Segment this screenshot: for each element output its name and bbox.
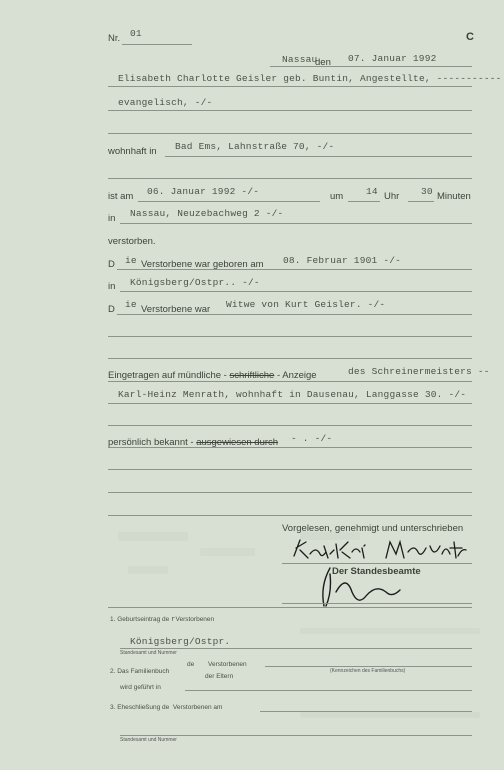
form-line (165, 156, 472, 157)
known-label-struck: ausgewiesen durch (196, 437, 279, 448)
date-line (270, 66, 472, 67)
birth-d-label: D (108, 259, 115, 270)
residence-value: Bad Ems, Lahnstraße 70, -/- (175, 141, 335, 152)
marital-label: Verstorbene war (141, 304, 211, 315)
birth-place-value: Königsberg/Ostpr.. -/- (130, 277, 260, 288)
footnote-2-verstorbenen: Verstorbenen (208, 661, 247, 668)
place-value: Nassau (282, 54, 318, 65)
footnote-2-kennzeichen: (Kennzeichen des Familienbuchs) (330, 668, 406, 674)
standesamt-caption: Standesamt und Nummer (120, 650, 177, 656)
den-label: den (315, 57, 331, 68)
form-line (108, 515, 472, 516)
birth-date-value: 08. Februar 1901 -/- (283, 255, 402, 266)
footnote-1-label (110, 616, 214, 624)
form-line (108, 133, 472, 134)
standesamt-caption-2: Standesamt und Nummer (120, 737, 177, 743)
form-line (108, 403, 472, 404)
form-line (138, 201, 320, 202)
form-line (108, 336, 472, 337)
form-line (120, 291, 472, 292)
birth-in-label: in (108, 281, 116, 292)
form-line (108, 425, 472, 426)
marital-d-fill: ie (125, 299, 137, 310)
footnote-1-value: Königsberg/Ostpr. (130, 636, 231, 647)
bleed-through-mark (128, 566, 168, 574)
ist-am-label: ist am (108, 191, 134, 202)
nr-label: Nr. (108, 33, 121, 44)
footnote-2-eltern: der Eltern (205, 673, 234, 680)
death-date-value: 06. Januar 1992 -/- (147, 186, 260, 197)
footnote-3-text: 3. Eheschließung de (110, 704, 170, 711)
form-line (185, 690, 472, 691)
hour-value: 14 (366, 186, 378, 197)
uhr-label: Uhr (384, 191, 400, 202)
form-line (120, 223, 472, 224)
nr-value: 01 (130, 28, 142, 39)
nr-line (122, 44, 192, 45)
registration-label-a: Eingetragen auf mündliche - (108, 370, 227, 381)
marital-value: Witwe von Kurt Geisler. -/- (226, 299, 386, 310)
form-line (120, 648, 472, 649)
form-line (260, 711, 472, 712)
footnote-3-label (110, 704, 222, 711)
form-line (108, 178, 472, 179)
form-line (108, 358, 472, 359)
footnote-1-tail: Verstorbenen (175, 616, 215, 623)
date-value: 07. Januar 1992 (348, 53, 437, 64)
verstorben-label: verstorben. (108, 236, 156, 247)
born-label: Verstorbene war geboren am (141, 259, 264, 270)
footnote-2-gefuehrt: wird geführt in (120, 684, 161, 691)
minute-value: 30 (421, 186, 433, 197)
registration-label (108, 370, 317, 381)
known-fill: - . -/- (291, 433, 333, 444)
form-line (108, 469, 472, 470)
footnote-2-de: de (187, 661, 195, 668)
declarant-line-1: Elisabeth Charlotte Geisler geb. Buntin, Angestellte, ----------- (118, 73, 502, 84)
signature-statement: Vorgelesen, genehmigt und unterschrieben (282, 523, 464, 534)
bleed-through-mark (118, 532, 188, 541)
form-line (120, 735, 472, 736)
bleed-through-mark (300, 628, 480, 634)
footnote-1-text: 1. Geburtseintrag de (110, 616, 170, 623)
footnote-1-fill: r (171, 616, 176, 624)
informant-signature (290, 536, 470, 562)
informant-line-1: des Schreinermeisters -- (348, 366, 490, 377)
death-in-label: in (108, 213, 116, 224)
form-line (108, 381, 472, 382)
footnote-3-tail: Verstorbenen am (172, 704, 223, 711)
known-label-a: persönlich bekannt - (108, 437, 194, 448)
form-line (117, 269, 472, 270)
form-letter: C (466, 31, 474, 43)
bleed-through-mark (200, 548, 255, 556)
form-line (108, 492, 472, 493)
um-label: um (330, 191, 344, 202)
form-line (108, 447, 472, 448)
marital-d-label: D (108, 304, 115, 315)
minuten-label: Minuten (437, 191, 471, 202)
signature-line (282, 603, 472, 604)
residence-label: wohnhaft in (108, 146, 157, 157)
death-place-value: Nassau, Neuzebachweg 2 -/- (130, 208, 284, 219)
footnote-divider (108, 607, 472, 608)
form-line (108, 86, 472, 87)
registration-label-b: - Anzeige (276, 370, 317, 381)
form-line (348, 201, 380, 202)
bleed-through-mark (300, 712, 480, 718)
declarant-line-2: evangelisch, -/- (118, 97, 213, 108)
form-line (408, 201, 434, 202)
form-line (117, 314, 472, 315)
registrar-label: Der Standesbeamte (332, 566, 421, 577)
form-line (265, 666, 472, 667)
registration-label-struck: schriftliche (229, 370, 275, 381)
footnote-2-label: 2. Das Familienbuch (110, 668, 170, 675)
informant-line-2: Karl-Heinz Menrath, wohnhaft in Dausenau, Langgasse 30. -/- (118, 389, 467, 400)
birth-d-fill: ie (125, 255, 137, 266)
form-line (108, 110, 472, 111)
